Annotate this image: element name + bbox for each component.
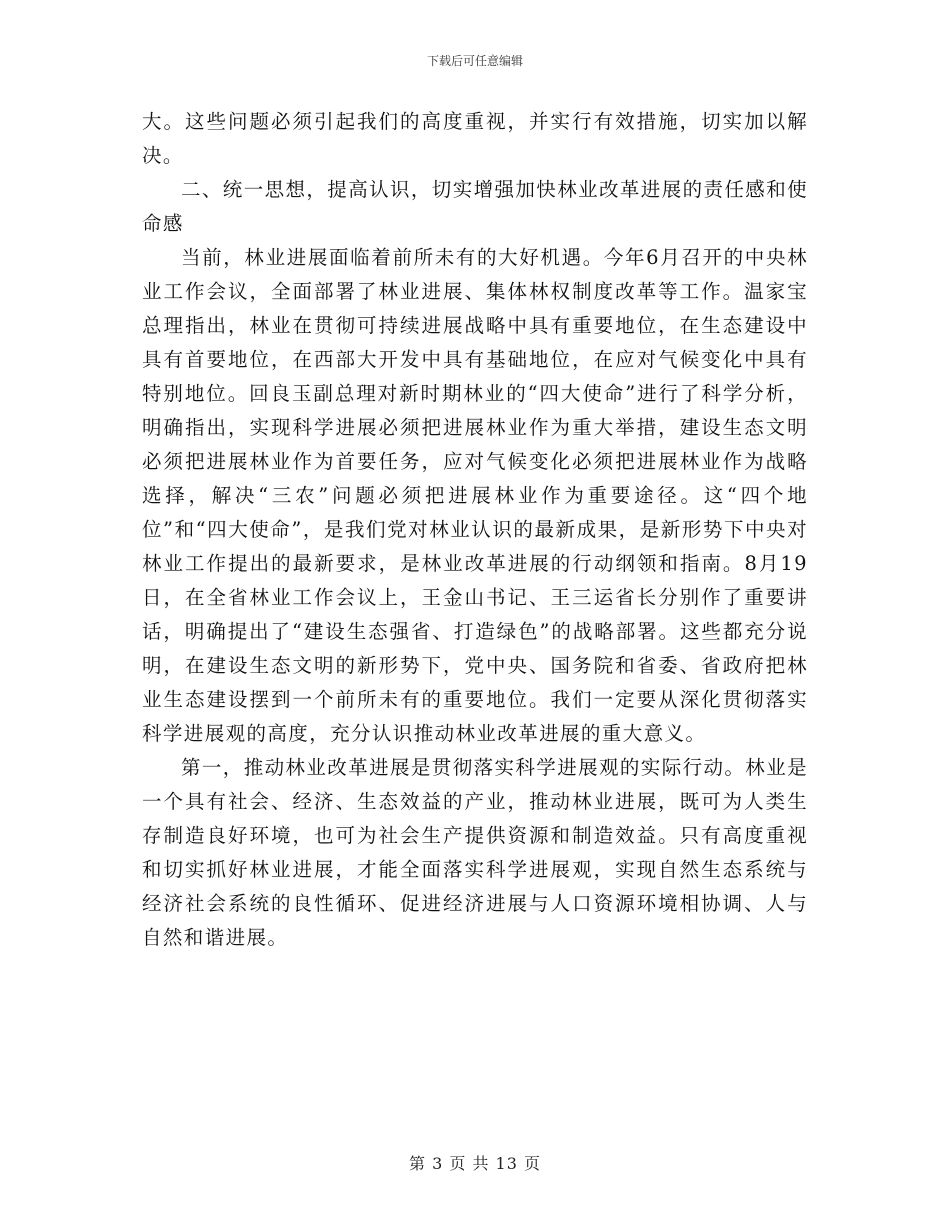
- paragraph-current-situation: 当前，林业进展面临着前所未有的大好机遇。今年6月召开的中央林业工作会议，全面部署了林业进展、集体林权制度改革等工作。温家宝总理指出，林业在贯彻可持续进展战略中具有重要地位，在生态建设中具有首要地位，在西部大开发中具有基础地位，在应对气候变化中具有特别地位。回良玉副总理对新时期林业的“四大使命”进行了科学分析，明确指出，实现科学进展必须把进展林业作为重大举措，建设生态文明必须把进展林业作为首要任务，应对气候变化必须把进展林业作为战略选择，解决“三农”问题必须把进展林业作为重要途径。这“四个地位”和“四大使命”，是我们党对林业认识的最新成果，是新形势下中央对林业工作提出的最新要求，是林业改革进展的行动纲领和指南。8月19日，在全省林业工作会议上，王金山书记、王三运省长分别作了重要讲话，明确提出了“建设生态强省、打造绿色”的战略部署。这些都充分说明，在建设生态文明的新形势下，党中央、国务院和省委、省政府把林业生态建设摆到一个前所未有的重要地位。我们一定要从深化贯彻落实科学进展观的高度，充分认识推动林业改革进展的重大意义。: [142, 246, 808, 745]
- paragraph-continuation: 大。这些问题必须引起我们的高度重视，并实行有效措施，切实加以解决。: [142, 110, 808, 167]
- document-body: [142, 105, 808, 955]
- page-number-footer: 第 3 页 共 13 页: [409, 1154, 541, 1173]
- paragraph-first-point: 第一，推动林业改革进展是贯彻落实科学进展观的实际行动。林业是一个具有社会、经济、生态效益的产业，推动林业进展，既可为人类生存制造良好环境，也可为社会生产提供资源和制造效益。只有高度重视和切实抓好林业进展，才能全面落实科学进展观，实现自然生态系统与经济社会系统的良性循环、促进经济进展与人口资源环境相协调、人与自然和谐进展。: [142, 756, 809, 949]
- section-heading: 二、统一思想，提高认识，切实增强加快林业改革进展的责任感和使命感: [142, 178, 809, 235]
- page-header: 下载后可任意编辑: [426, 54, 523, 68]
